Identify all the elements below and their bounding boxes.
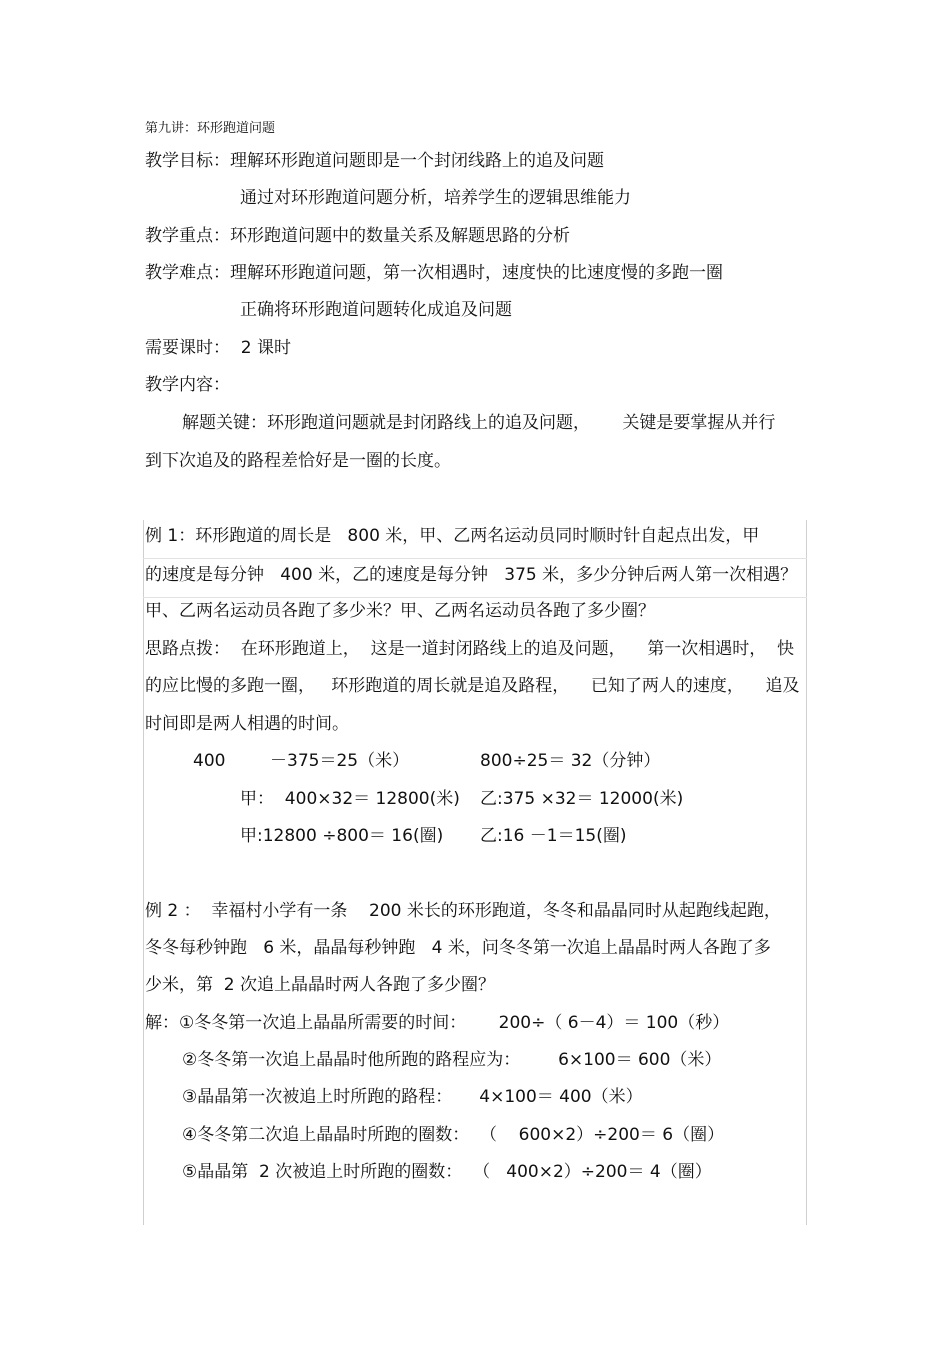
example2-solution-step-2: ②冬冬第一次追上晶晶时他所跑的路程应为： 6×100＝ 600（米） [182,1050,722,1070]
example1-hint-line-3: 时间即是两人相遇的时间。 [145,714,349,734]
teaching-content-label: 教学内容： [145,375,230,395]
required-hours: 需要课时： 2 课时 [145,338,292,358]
example2-solution-step-4: ④冬冬第二次追上晶晶时所跑的圈数： （ 600×2）÷200＝ 6（圈） [182,1125,725,1145]
example1-row-divider-1 [143,558,807,559]
teaching-goal-line-2: 通过对环形跑道问题分析，培养学生的逻辑思维能力 [240,188,631,208]
example1-calc-yi-distance: 乙:375 ×32＝ 12000(米) [480,789,684,809]
teaching-difficulty-line-1: 教学难点：理解环形跑道问题，第一次相遇时，速度快的比速度慢的多跑一圈 [145,263,723,283]
example1-calc-yi-laps: 乙:16 －1＝15(圈) [480,826,627,846]
example2-solution-step-3: ③晶晶第一次被追上时所跑的路程： 4×100＝ 400（米） [182,1087,643,1107]
teaching-key-point: 教学重点：环形跑道问题中的数量关系及解题思路的分析 [145,226,570,246]
example1-calc-speed-a: 400 [193,751,226,771]
example1-hint-line-1: 思路点拨： 在环形跑道上， 这是一道封闭路线上的追及问题， 第一次相遇时， 快 [145,639,795,659]
example1-calc-jia-distance: 甲： 400×32＝ 12800(米) [240,789,460,809]
example2-question-line-2: 冬冬每秒钟跑 6 米，晶晶每秒钟跑 4 米，问冬冬第一次追上晶晶时两人各跑了多 [145,938,771,958]
example1-question-line-3: 甲、乙两名运动员各跑了多少米？甲、乙两名运动员各跑了多少圈？ [145,601,655,621]
example1-calc-speed-b: －375＝25（米） [270,751,410,771]
solution-key-line-1: 解题关键：环形跑道问题就是封闭路线上的追及问题， 关键是要掌握从并行 [182,413,776,433]
example2-solution-step-5: ⑤晶晶第 2 次被追上时所跑的圈数： （ 400×2）÷200＝ 4（圈） [182,1162,712,1182]
example1-hint-line-2: 的应比慢的多跑一圈， 环形跑道的周长就是追及路程， 已知了两人的速度， 追及 [145,676,800,696]
lecture-title: 第九讲：环形跑道问题 [145,121,276,136]
example1-calc-jia-laps: 甲:12800 ÷800＝ 16(圈) [240,826,444,846]
example2-question-line-3: 少米，第 2 次追上晶晶时两人各跑了多少圈？ [145,975,496,995]
example1-calc-time: 800÷25＝ 32（分钟） [480,751,661,771]
example2-solution-step-1: 解：①冬冬第一次追上晶晶所需要的时间： 200÷（ 6－4）＝ 100（秒） [145,1013,730,1033]
example1-question-line-2: 的速度是每分钟 400 米，乙的速度是每分钟 375 米，多少分钟后两人第一次相遇？ [145,565,798,585]
example2-question-line-1: 例 2 ： 幸福村小学有一条 200 米长的环形跑道，冬冬和晶晶同时从起跑线起跑， [145,901,781,921]
example-box-right-border [806,520,807,1225]
solution-key-line-2: 到下次追及的路程差恰好是一圈的长度。 [145,451,451,471]
example1-row-divider-2 [143,597,807,598]
teaching-goal-line-1: 教学目标：理解环形跑道问题即是一个封闭线路上的追及问题 [145,151,604,171]
example-box-left-border [143,520,144,1225]
example1-question-line-1: 例 1：环形跑道的周长是 800 米，甲、乙两名运动员同时顺时针自起点出发，甲 [145,526,760,546]
teaching-difficulty-line-2: 正确将环形跑道问题转化成追及问题 [240,300,512,320]
